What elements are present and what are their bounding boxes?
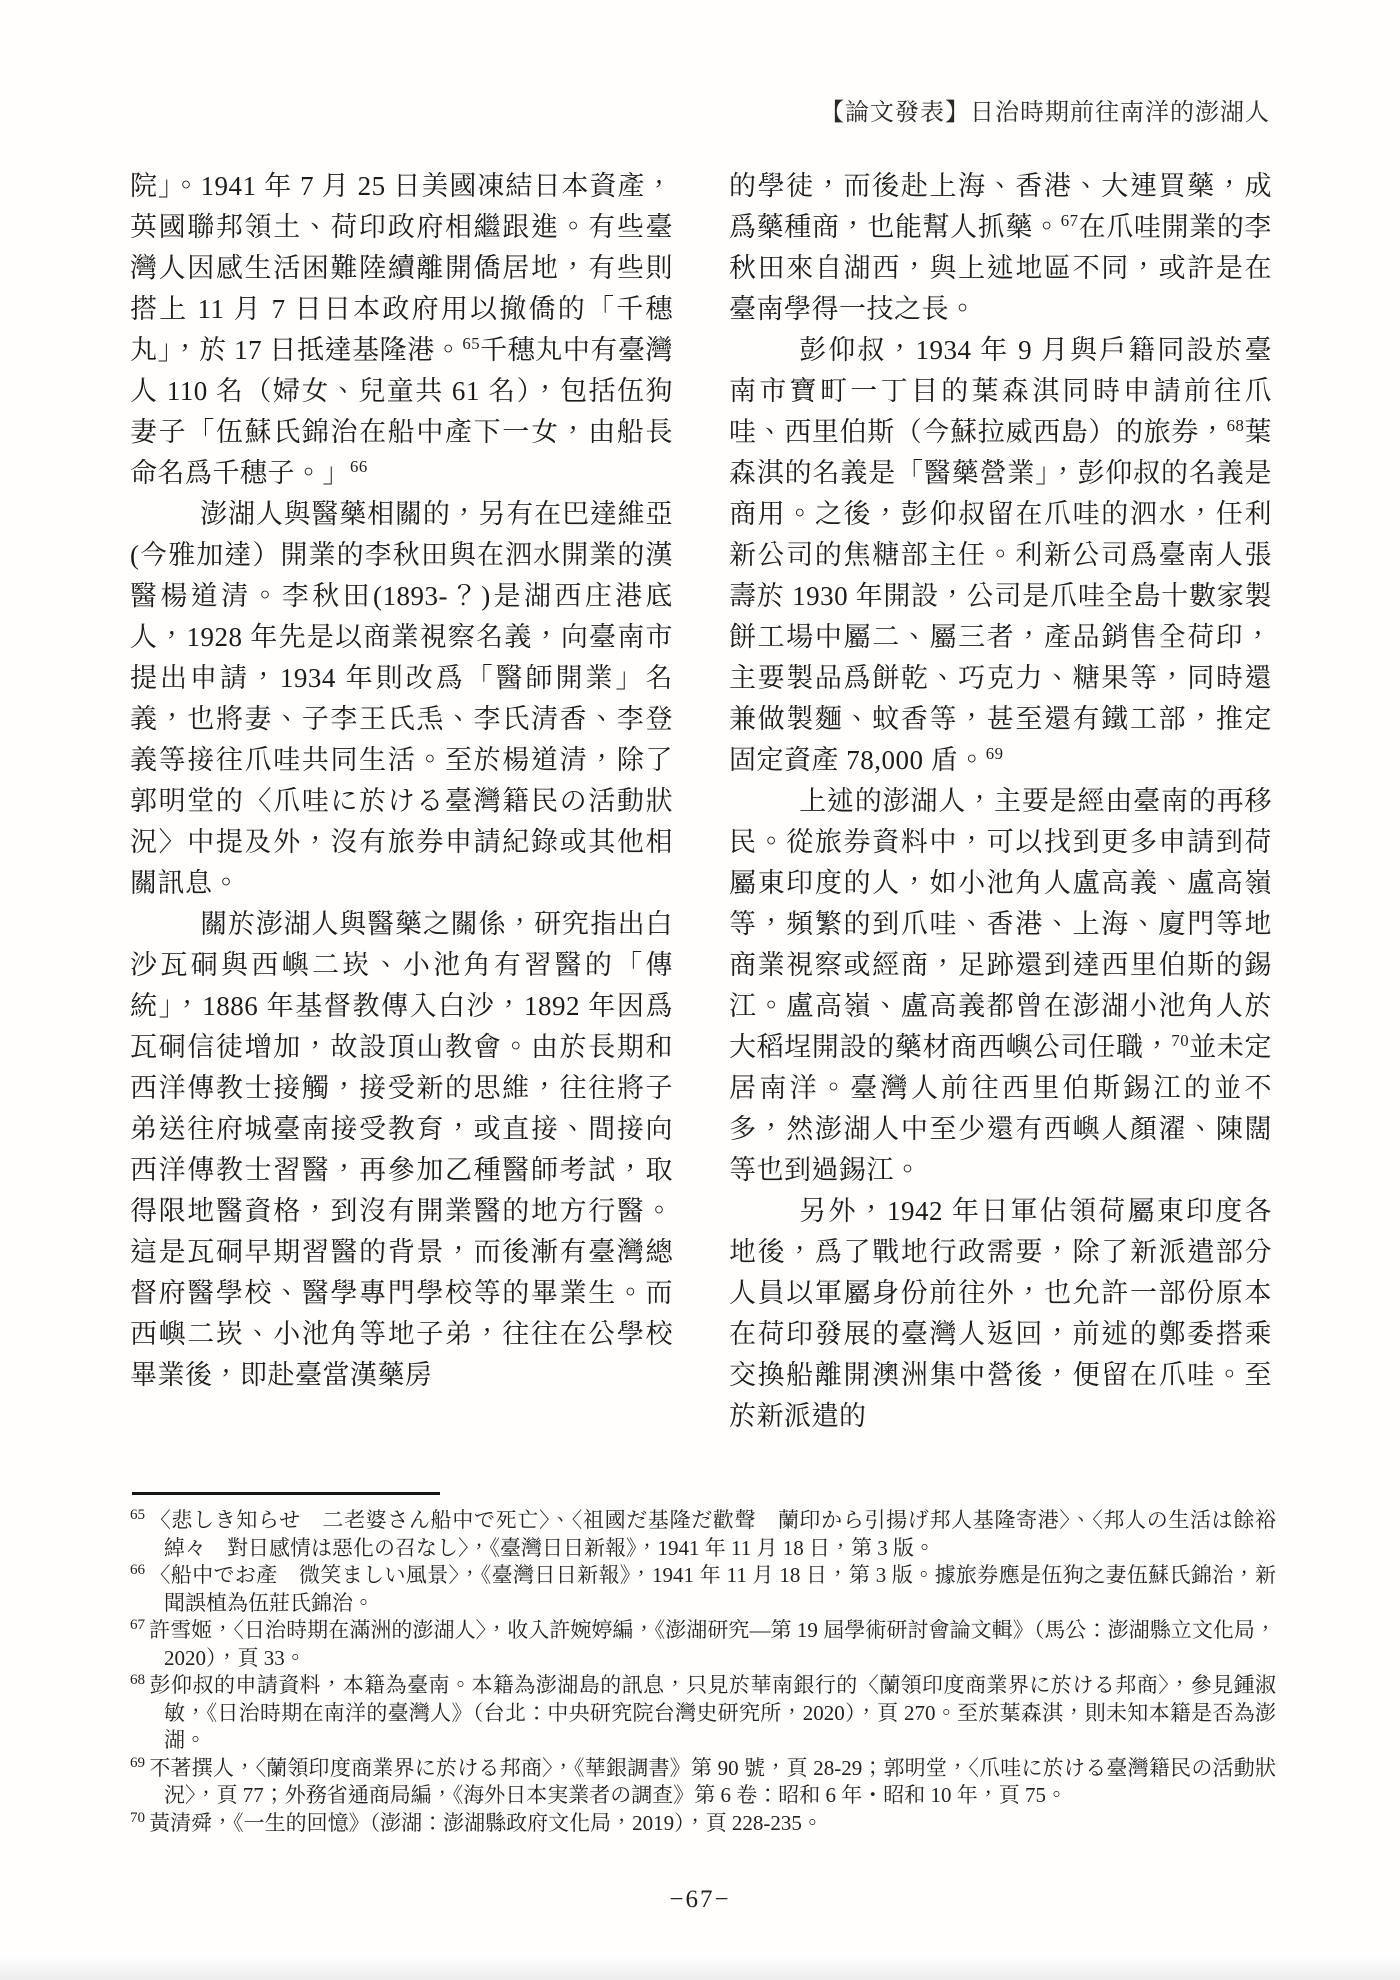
footnote [130,1810,1276,1838]
footnote [130,1562,1276,1617]
footnote-ref: 70 [1171,1031,1190,1050]
footnote-ref: 67 [1060,211,1079,230]
footnote-text: 許雪姬，〈日治時期在滿洲的澎湖人〉，收入許婉婷編，《澎湖研究—第 19 屆學術研討會論文輯》（馬公：澎湖縣立文化局，2020），頁 33。 [149,1618,1276,1670]
paragraph: 的學徒，而後赴上海、香港、大連買藥，成爲藥種商，也能幫人抓藥。$^{67}$在爪哇開業的李秋田來自湖西，與上述地區不同，或許是在臺南學得一技之長。 [729,171,1273,324]
footnote-text: 黃清舜，《一生的回憶》（澎湖：澎湖縣政府文化局，2019），頁 228-235。 [149,1810,823,1835]
footnote-ref: 69 [985,744,1004,763]
paragraph: 彭仰叔，1934 年 9 月與戶籍同設於臺南市寶町一丁目的葉森淇同時申請前往爪哇、西里伯斯（今蘇拉威西島）的旅券，$^{68}$葉森淇的名義是「醫藥營業」，彭仰叔的名義是商用。之後，彭仰叔留在爪哇的泗水，任利新公司的焦糖部主任。利新公司爲臺南人張壽於 1930 年開設，公司是爪哇全島十數家製餅工場中屬二、屬三者，產品銷售全荷印，主要製品爲餅乾、巧克力、糖果等，同時還兼做製麵、蚊香等，甚至還有鐵工部，推定固定資產 78,000 盾。$^{69}$ [729,335,1273,775]
scan-bottom-edge [0,1958,1400,1980]
page-number: −67− [669,1886,731,1913]
footnote-list [130,1507,1276,1837]
footnote-text: 〈船中でお產 微笑ましい風景〉，《臺灣日日新報》，1941 年 11 月 18 日，第 3 版。據旅券應是伍狗之妻伍蘇氏錦治，新聞誤植為伍莊氏錦治。 [149,1563,1276,1615]
footnote-number: 69 [130,1754,146,1771]
footnote-ref: 65 [462,334,481,353]
right-column [729,166,1272,1437]
footnote-number: 70 [130,1809,146,1826]
footnote-number: 66 [130,1562,146,1578]
footnote-text: 〈悲しき知らせ 二老婆さん船中で死亡〉、〈祖國だ基隆だ歡聲 蘭印から引揚げ邦人基隆寄港〉、〈邦人の生活は餘裕綽々 對日感情は惡化の召なし〉，《臺灣日日新報》，1941 年 11 月 18 日，第 3 版。 [149,1508,1276,1560]
footnote [130,1755,1276,1810]
footnote-text: 彭仰叔的申請資料，本籍為臺南。本籍為澎湖島的訊息，只見於華南銀行的〈蘭領印度商業界に於ける邦商〉，參見鍾淑敏，《日治時期在南洋的臺灣人》（台北：中央研究院台灣史研究所，2020），頁 270。至於葉森淇，則未知本籍是否為澎湖。 [149,1673,1276,1752]
running-header: 【論文發表】日治時期前往南洋的澎湖人 [820,100,1270,126]
paragraph: 院」。1941 年 7 月 25 日美國凍結日本資產，英國聯邦領土、荷印政府相繼跟進。有些臺灣人因感生活困難陸續離開僑居地，有些則搭上 11 月 7 日日本政府用以撤僑的「千穗丸」，於 17 日抵達基隆港。$^{65}$千穗丸中有臺灣人 110 名（婦女、兒童共 61 名），包括伍狗妻子「伍蘇氏錦治在船中產下一女，由船長命名爲千穗子。」$^{66}$ [130,171,674,488]
footnote [130,1617,1276,1672]
footnote-text: 不著撰人，〈蘭領印度商業界に於ける邦商〉，《華銀調書》第 90 號，頁 28-29；郭明堂，〈爪哇に於ける臺灣籍民の活動狀況〉，頁 77；外務省通商局編，《海外日本実業者の調查》第 6 卷：昭和 6 年・昭和 10 年，頁 75。 [149,1755,1276,1807]
paragraph: 關於澎湖人與醫藥之關係，研究指出白沙瓦硐與西嶼二崁、小池角有習醫的「傳統」，1886 年基督教傳入白沙，1892 年因爲瓦硐信徒增加，故設頂山教會。由於長期和西洋傳教士接觸，接受新的思維，往往將子弟送往府城臺南接受教育，或直接、間接向西洋傳教士習醫，再參加乙種醫師考試，取得限地醫資格，到沒有開業醫的地方行醫。這是瓦硐早期習醫的背景，而後漸有臺灣總督府醫學校、醫學專門學校等的畢業生。而西嶼二崁、小池角等地子弟，往往在公學校畢業後，即赴臺當漢藥房 [130,909,673,1390]
footnote-separator-rule [132,1492,440,1495]
footnote-number: 67 [130,1617,146,1633]
body-columns [130,166,1272,1437]
footnote-ref: 66 [350,457,368,476]
footnote-ref: 68 [1226,416,1245,435]
footnote [130,1672,1276,1755]
footnote-area [130,1492,1276,1837]
footnote-number: 68 [130,1672,146,1688]
paragraph: 上述的澎湖人，主要是經由臺南的再移民。從旅券資料中，可以找到更多申請到荷屬東印度的人，如小池角人盧高義、盧高嶺等，頻繁的到爪哇、香港、上海、廈門等地商業視察或經商，足跡還到達西里伯斯的錫江。盧高嶺、盧高義都曾在澎湖小池角人於大稻埕開設的藥材商西嶼公司任職，$^{70}$並未定居南洋。臺灣人前往西里伯斯錫江的並不多，然澎湖人中至少還有西嶼人顏濯、陳闊等也到過錫江。 [729,786,1272,1185]
left-column [130,166,673,1437]
paragraph: 澎湖人與醫藥相關的，另有在巴達維亞(今雅加達）開業的李秋田與在泗水開業的漢醫楊道清。李秋田(1893-？)是湖西庄港底人，1928 年先是以商業視察名義，向臺南市提出申請，1934 年則改爲「醫師開業」名義，也將妻、子李王氏𤆬、李氏清香、李登義等接往爪哇共同生活。至於楊道清，除了郭明堂的〈爪哇に於ける臺灣籍民の活動狀況〉中提及外，沒有旅券申請紀錄或其他相關訊息。 [130,499,673,898]
paragraph: 另外，1942 年日軍佔領荷屬東印度各地後，爲了戰地行政需要，除了新派遣部分人員以軍屬身份前往外，也允許一部份原本在荷印發展的臺灣人返回，前述的鄭委搭乘交換船離開澳洲集中營後，便留在爪哇。至於新派遣的 [729,1196,1272,1431]
footnote-number: 65 [130,1507,146,1523]
footnote [130,1507,1276,1562]
